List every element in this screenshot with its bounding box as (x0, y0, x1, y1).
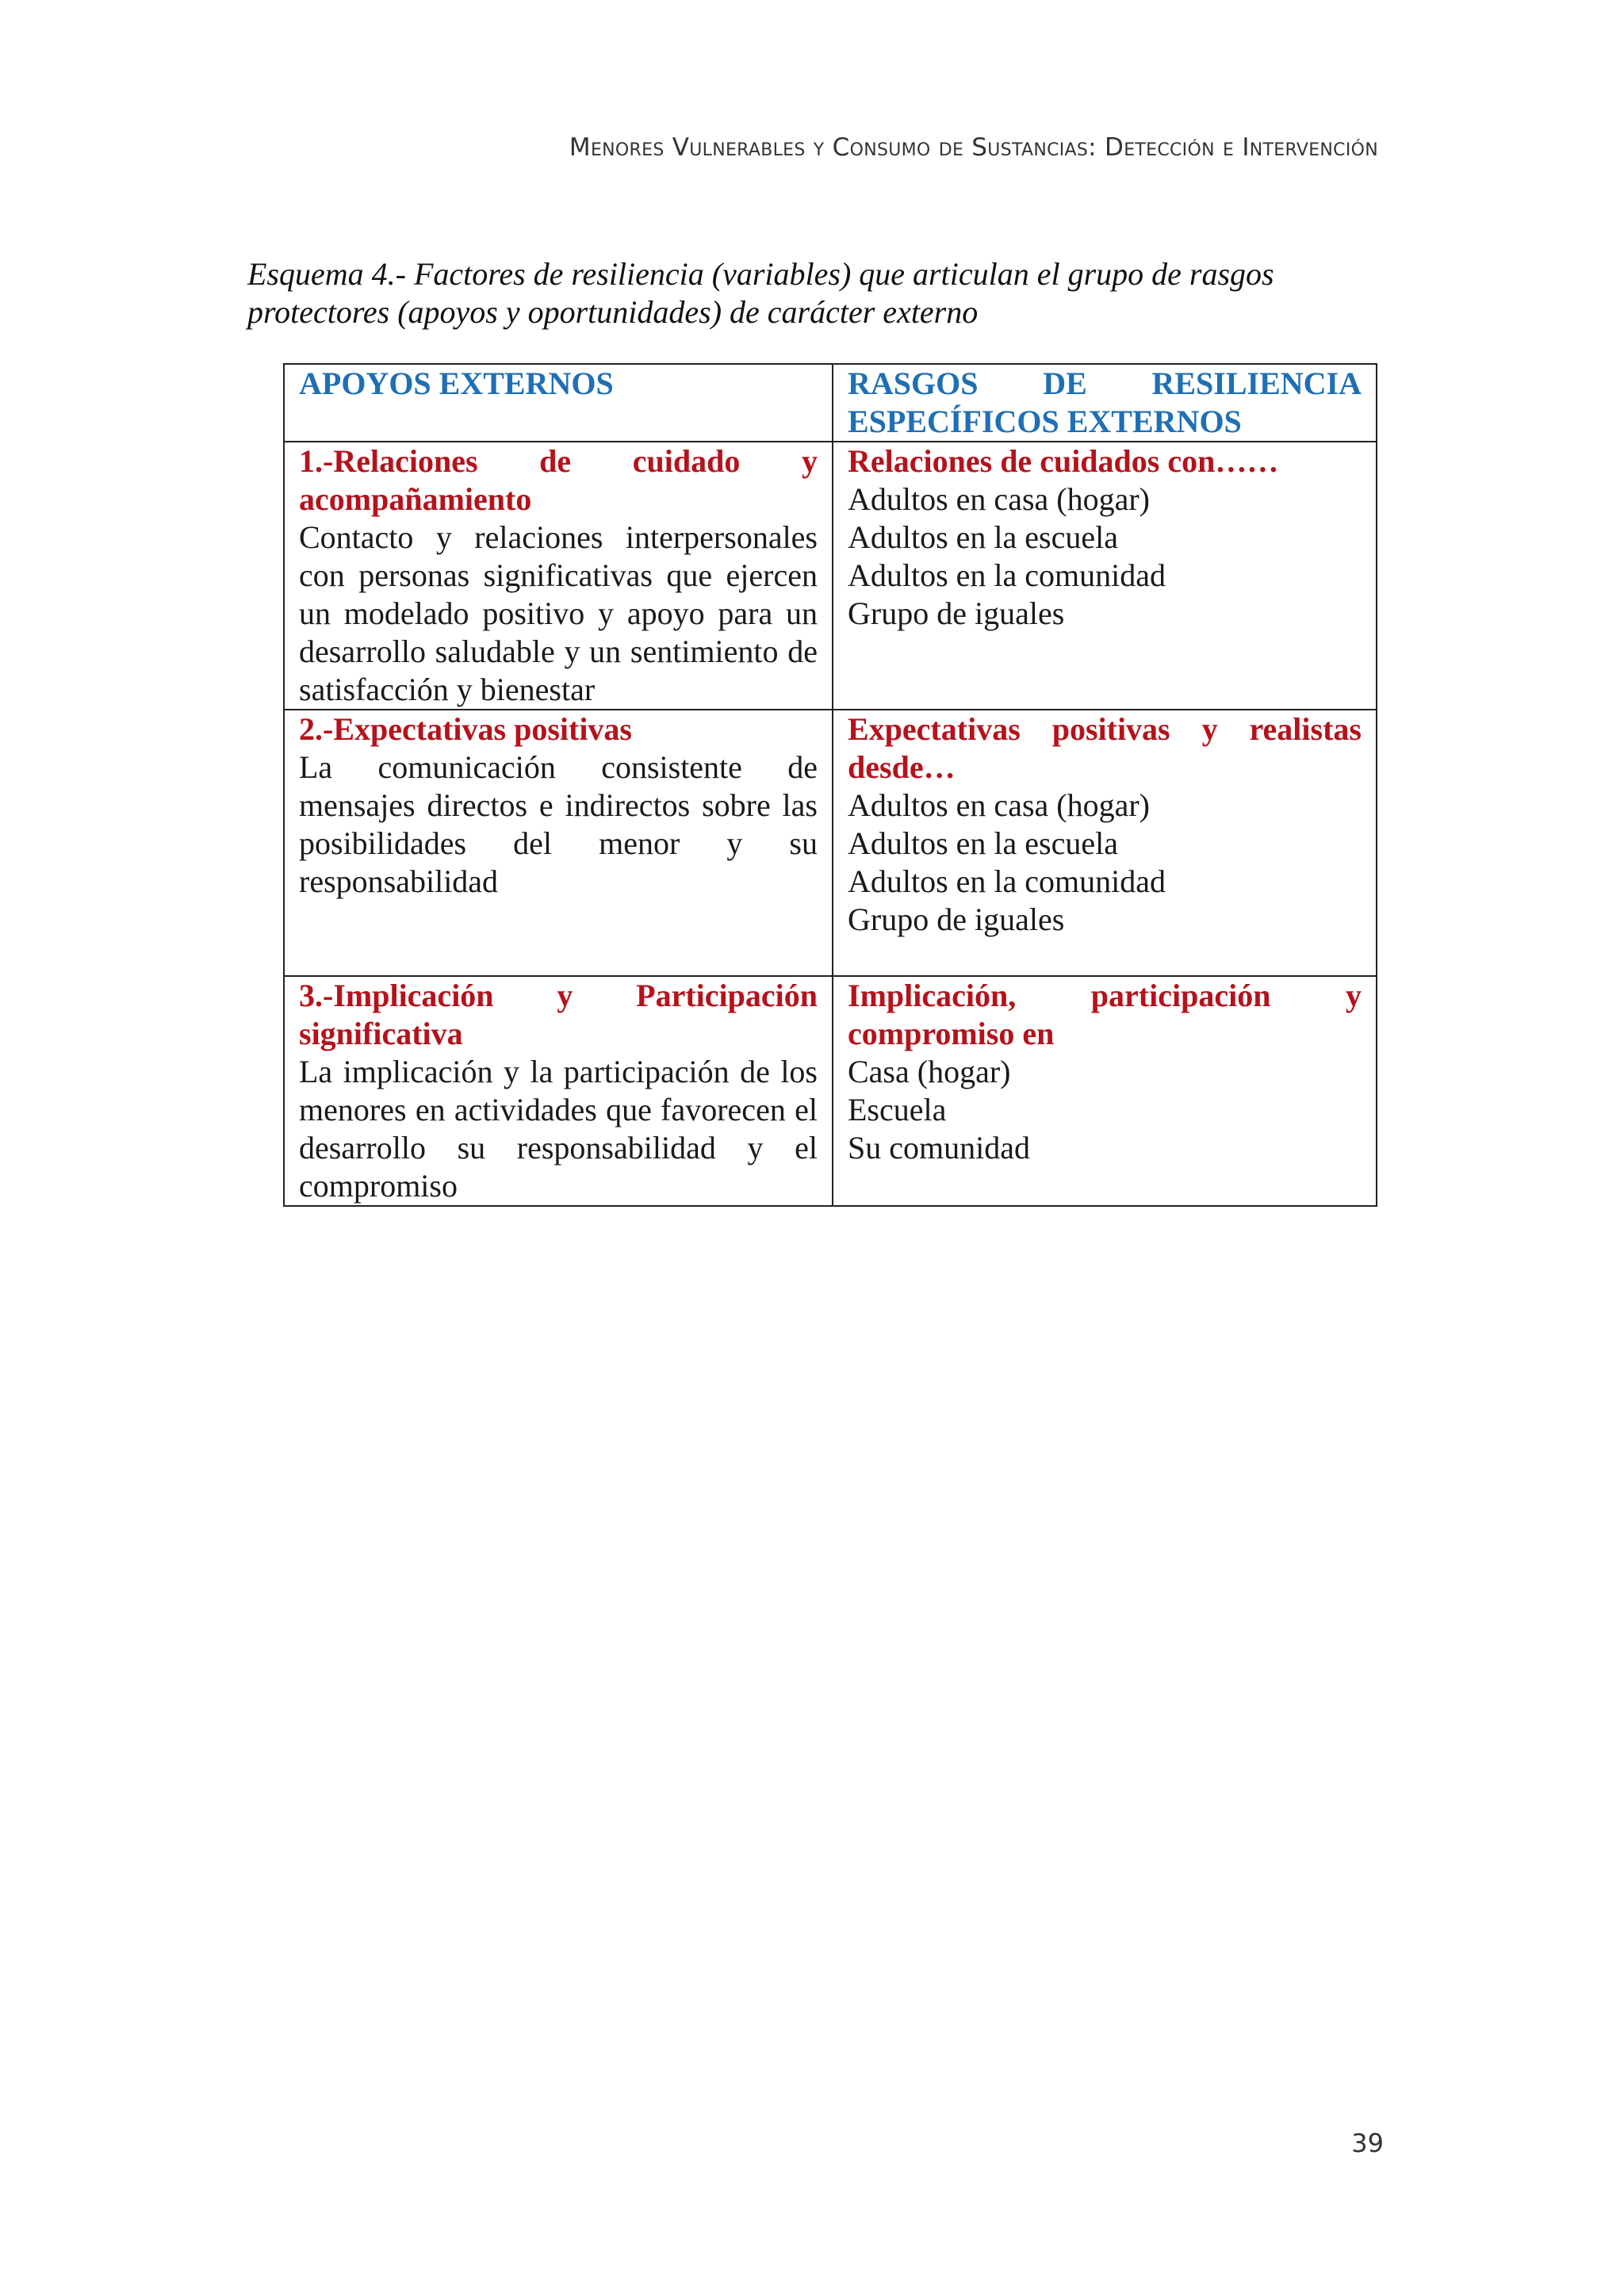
list-item: Adultos en casa (hogar) (848, 481, 1150, 517)
caption-line-2: protectores (apoyos y oportunidades) de carácter externo (247, 294, 979, 330)
table-row (284, 710, 1377, 976)
cell-apoyo-3 (284, 976, 833, 1206)
apoyo-1-title-line2: acompañamiento (299, 481, 532, 517)
column-header-apoyos: APOYOS EXTERNOS (284, 364, 833, 442)
cell-apoyo-1 (284, 442, 833, 710)
list-item: Grupo de iguales (848, 595, 1065, 631)
column-header-rasgos (833, 364, 1377, 442)
apoyo-1-description: Contacto y relaciones interpersonales con personas significativas que ejercen un modelado positivo y apoyo para un desarrollo saludable y un sentimiento de satisfacción y bienestar (299, 519, 818, 707)
apoyo-2-title: 2.-Expectativas positivas (299, 711, 632, 747)
list-item: Adultos en la comunidad (848, 863, 1166, 899)
list-item: Adultos en casa (hogar) (848, 787, 1150, 823)
apoyo-3-description: La implicación y la participación de los menores en actividades que favorecen el desarrollo su responsabilidad y el compromiso (299, 1054, 818, 1204)
caption-line-1: Esquema 4.- Factores de resiliencia (variables) que articulan el grupo de rasgos (247, 256, 1274, 292)
cell-rasgo-3 (833, 976, 1377, 1206)
list-item: Su comunidad (848, 1130, 1030, 1166)
table-row (284, 976, 1377, 1206)
list-item: Adultos en la comunidad (848, 557, 1166, 593)
list-item: Adultos en la escuela (848, 825, 1118, 861)
list-item: Adultos en la escuela (848, 519, 1118, 555)
page-number: 39 (1351, 2128, 1384, 2158)
column-header-rasgos-line1: RASGOS DE RESILIENCIA (848, 366, 1362, 401)
table-header-row (284, 364, 1377, 442)
column-header-rasgos-line2: ESPECÍFICOS EXTERNOS (848, 404, 1242, 439)
apoyo-3-title-line2: significativa (299, 1016, 463, 1051)
cell-apoyo-2 (284, 710, 833, 976)
resilience-factors-table (283, 363, 1377, 1207)
running-header: Menores Vulnerables y Consumo de Sustancias: Detección e Intervención (569, 133, 1378, 162)
table-row (284, 442, 1377, 710)
list-item: Grupo de iguales (848, 902, 1065, 937)
rasgo-1-title: Relaciones de cuidados con…… (848, 443, 1279, 479)
list-item: Casa (hogar) (848, 1054, 1011, 1089)
list-item: Escuela (848, 1092, 947, 1127)
rasgo-2-title-line2: desde… (848, 749, 956, 785)
rasgo-3-title-line2: compromiso en (848, 1016, 1055, 1051)
apoyo-2-description: La comunicación consistente de mensajes directos e indirectos sobre las posibilidades del menor y su responsabilidad (299, 749, 818, 899)
rasgo-2-title-line1: Expectativas positivas y realistas (848, 711, 1362, 747)
apoyo-3-title-line1: 3.-Implicación y Participación (299, 978, 818, 1013)
rasgo-3-title-line1: Implicación, participación y (848, 978, 1362, 1013)
cell-rasgo-2 (833, 710, 1377, 976)
cell-rasgo-1 (833, 442, 1377, 710)
figure-caption (247, 255, 1373, 331)
apoyo-1-title-line1: 1.-Relaciones de cuidado y (299, 443, 818, 479)
